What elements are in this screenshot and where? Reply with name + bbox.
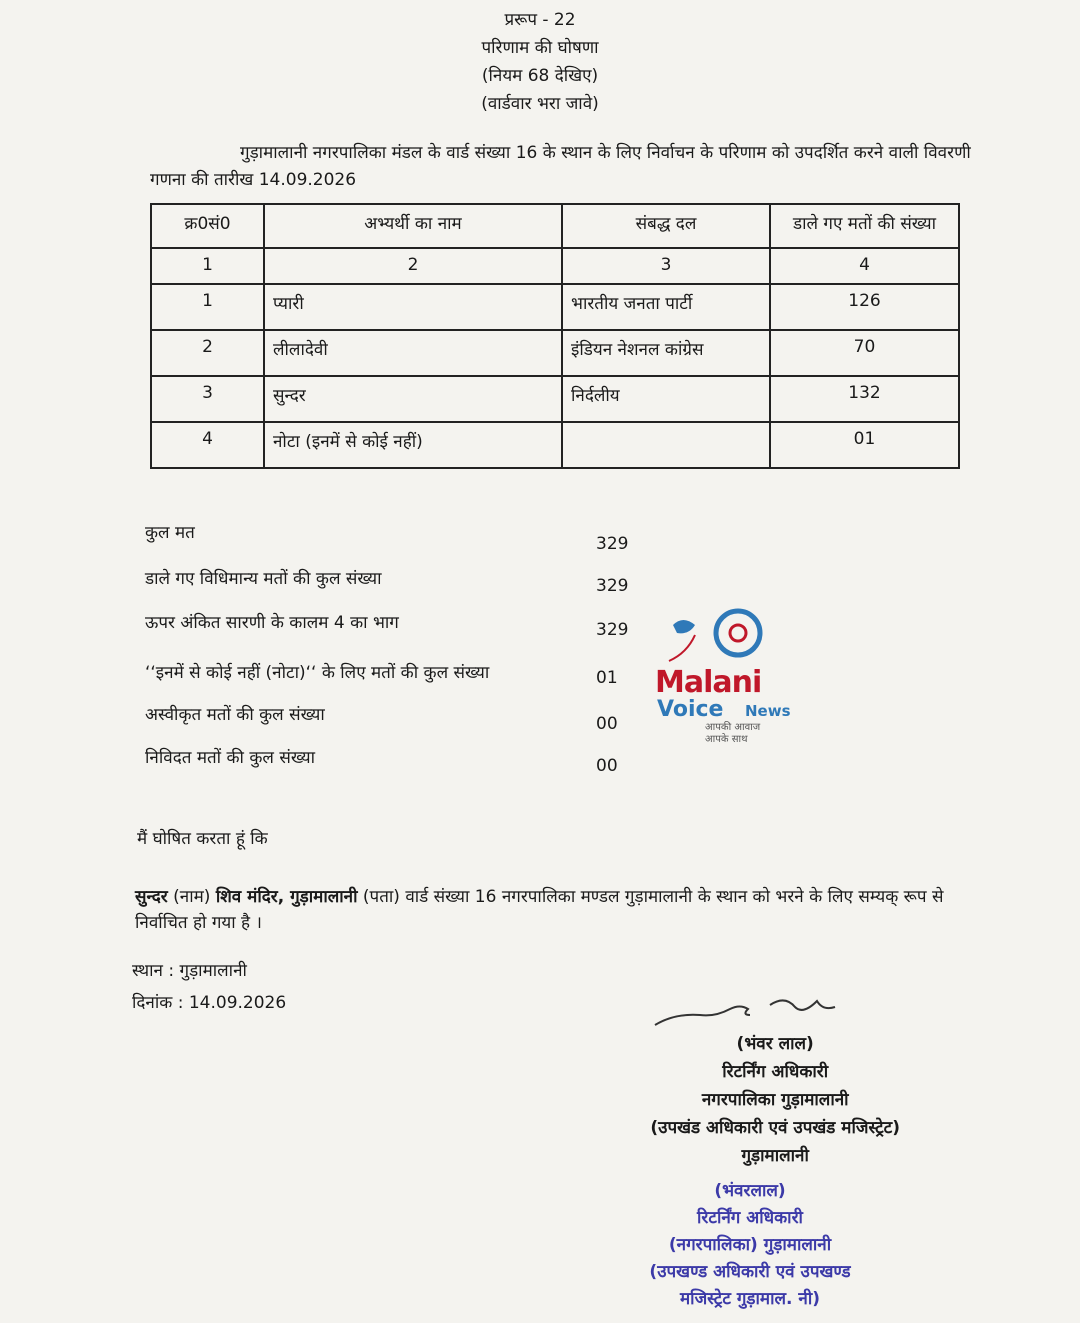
header-sn: क्र0सं0	[151, 204, 264, 248]
brand-sub: Voice	[657, 697, 724, 722]
col-number: 3	[562, 248, 770, 284]
cell-sn: 1	[151, 284, 264, 330]
table-row	[151, 330, 959, 376]
stamp-line: रिटर्निंग अधिकारी	[697, 1208, 803, 1228]
summary-label: ऊपर अंकित सारणी के कालम 4 का भाग	[145, 613, 399, 633]
cell-party	[562, 422, 770, 468]
column-number-row	[151, 248, 959, 284]
stamp-line: (उपखण्ड अधिकारी एवं उपखण्ड	[649, 1262, 851, 1282]
officer-rank: (उपखंड अधिकारी एवं उपखंड मजिस्ट्रेट)	[650, 1118, 900, 1138]
results-table	[150, 203, 960, 469]
cell-votes: 126	[770, 284, 959, 330]
watermark-logo	[625, 605, 815, 755]
cell-votes: 70	[770, 330, 959, 376]
cell-votes: 01	[770, 422, 959, 468]
table-header-row	[151, 204, 959, 248]
summary-value: 329	[596, 534, 629, 554]
form-header	[0, 6, 1080, 118]
officer-place: गुड़ामालानी	[741, 1146, 809, 1166]
winner-address-tag: (पता)	[362, 887, 400, 907]
cell-party: इंडियन नेशनल कांग्रेस	[562, 330, 770, 376]
summary-label: कुल मत	[145, 523, 195, 543]
winner-name-tag: (नाम)	[173, 887, 211, 907]
cell-party: निर्दलीय	[562, 376, 770, 422]
summary-label: अस्वीकृत मतों की कुल संख्या	[145, 705, 325, 725]
summary-label: ‘‘इनमें से कोई नहीं (नोटा)‘‘ के लिए मतों की कुल संख्या	[145, 663, 490, 683]
officer-office: नगरपालिका गुड़ामालानी	[701, 1090, 849, 1110]
stamp-line: (नगरपालिका) गुड़ामालानी	[668, 1235, 832, 1255]
cell-name: सुन्दर	[264, 376, 562, 422]
officer-name: (भंवर लाल)	[736, 1034, 814, 1054]
officer-designation: रिटर्निंग अधिकारी	[722, 1062, 829, 1082]
summary-value: 329	[596, 576, 629, 596]
brand-tagline: आपकी आवाज आपके साथ	[705, 722, 761, 745]
cell-votes: 132	[770, 376, 959, 422]
stamp-line: (भंवरलाल)	[714, 1181, 786, 1201]
cell-sn: 4	[151, 422, 264, 468]
table-row	[151, 422, 959, 468]
date-line: दिनांक : 14.09.2026	[132, 993, 287, 1013]
col-number: 1	[151, 248, 264, 284]
summary-value: 00	[596, 756, 618, 776]
summary-value: 329	[596, 620, 629, 640]
header-name: अभ्यर्थी का नाम	[264, 204, 562, 248]
cell-party: भारतीय जनता पार्टी	[562, 284, 770, 330]
camera-bird-icon	[665, 605, 775, 665]
winner-address: शिव मंदिर, गुड़ामालानी	[215, 887, 358, 907]
brand-name: Malani	[655, 665, 762, 700]
cell-sn: 3	[151, 376, 264, 422]
summary-label: निविदत मतों की कुल संख्या	[145, 748, 316, 768]
form-rule: (नियम 68 देखिए)	[481, 66, 599, 86]
table-row	[151, 376, 959, 422]
officer-block	[650, 1030, 900, 1170]
place-line: स्थान : गुड़ामालानी	[132, 961, 247, 981]
summary-value: 00	[596, 714, 618, 734]
table-row	[151, 284, 959, 330]
form-title: परिणाम की घोषणा	[481, 38, 599, 58]
col-number: 4	[770, 248, 959, 284]
stamp-line: मजिस्ट्रेट गुड़ामाल. नी)	[680, 1289, 820, 1309]
brand-news: News	[745, 702, 791, 720]
intro-paragraph: गुड़ामालानी नगरपालिका मंडल के वार्ड संख्या 16 के स्थान के लिए निर्वाचन के परिणाम को उपदर्शित करने वाली विवरणी गणना की तारीख 14.09.2026	[150, 143, 971, 190]
summary-value: 01	[596, 668, 618, 688]
declaration-text: मैं घोषित करता हूं कि	[137, 829, 268, 849]
cell-name: प्यारी	[264, 284, 562, 330]
summary-label: डाले गए विधिमान्य मतों की कुल संख्या	[145, 569, 382, 589]
form-note: (वार्डवार भरा जावे)	[481, 94, 599, 114]
official-stamp	[620, 1178, 880, 1313]
cell-name: नोटा (इनमें से कोई नहीं)	[264, 422, 562, 468]
form-number: प्ररूप - 22	[504, 10, 576, 30]
winner-name: सुन्दर	[135, 887, 168, 907]
cell-name: लीलादेवी	[264, 330, 562, 376]
header-votes: डाले गए मतों की संख्या	[770, 204, 959, 248]
header-party: संबद्ध दल	[562, 204, 770, 248]
result-text: वार्ड संख्या 16 नगरपालिका मण्डल गुड़ामालानी के स्थान को भरने के लिए सम्यक् रूप से निर्वाचित हो गया है ।	[135, 887, 944, 933]
result-statement	[135, 884, 955, 936]
cell-sn: 2	[151, 330, 264, 376]
col-number: 2	[264, 248, 562, 284]
handwritten-signature	[650, 985, 840, 1035]
